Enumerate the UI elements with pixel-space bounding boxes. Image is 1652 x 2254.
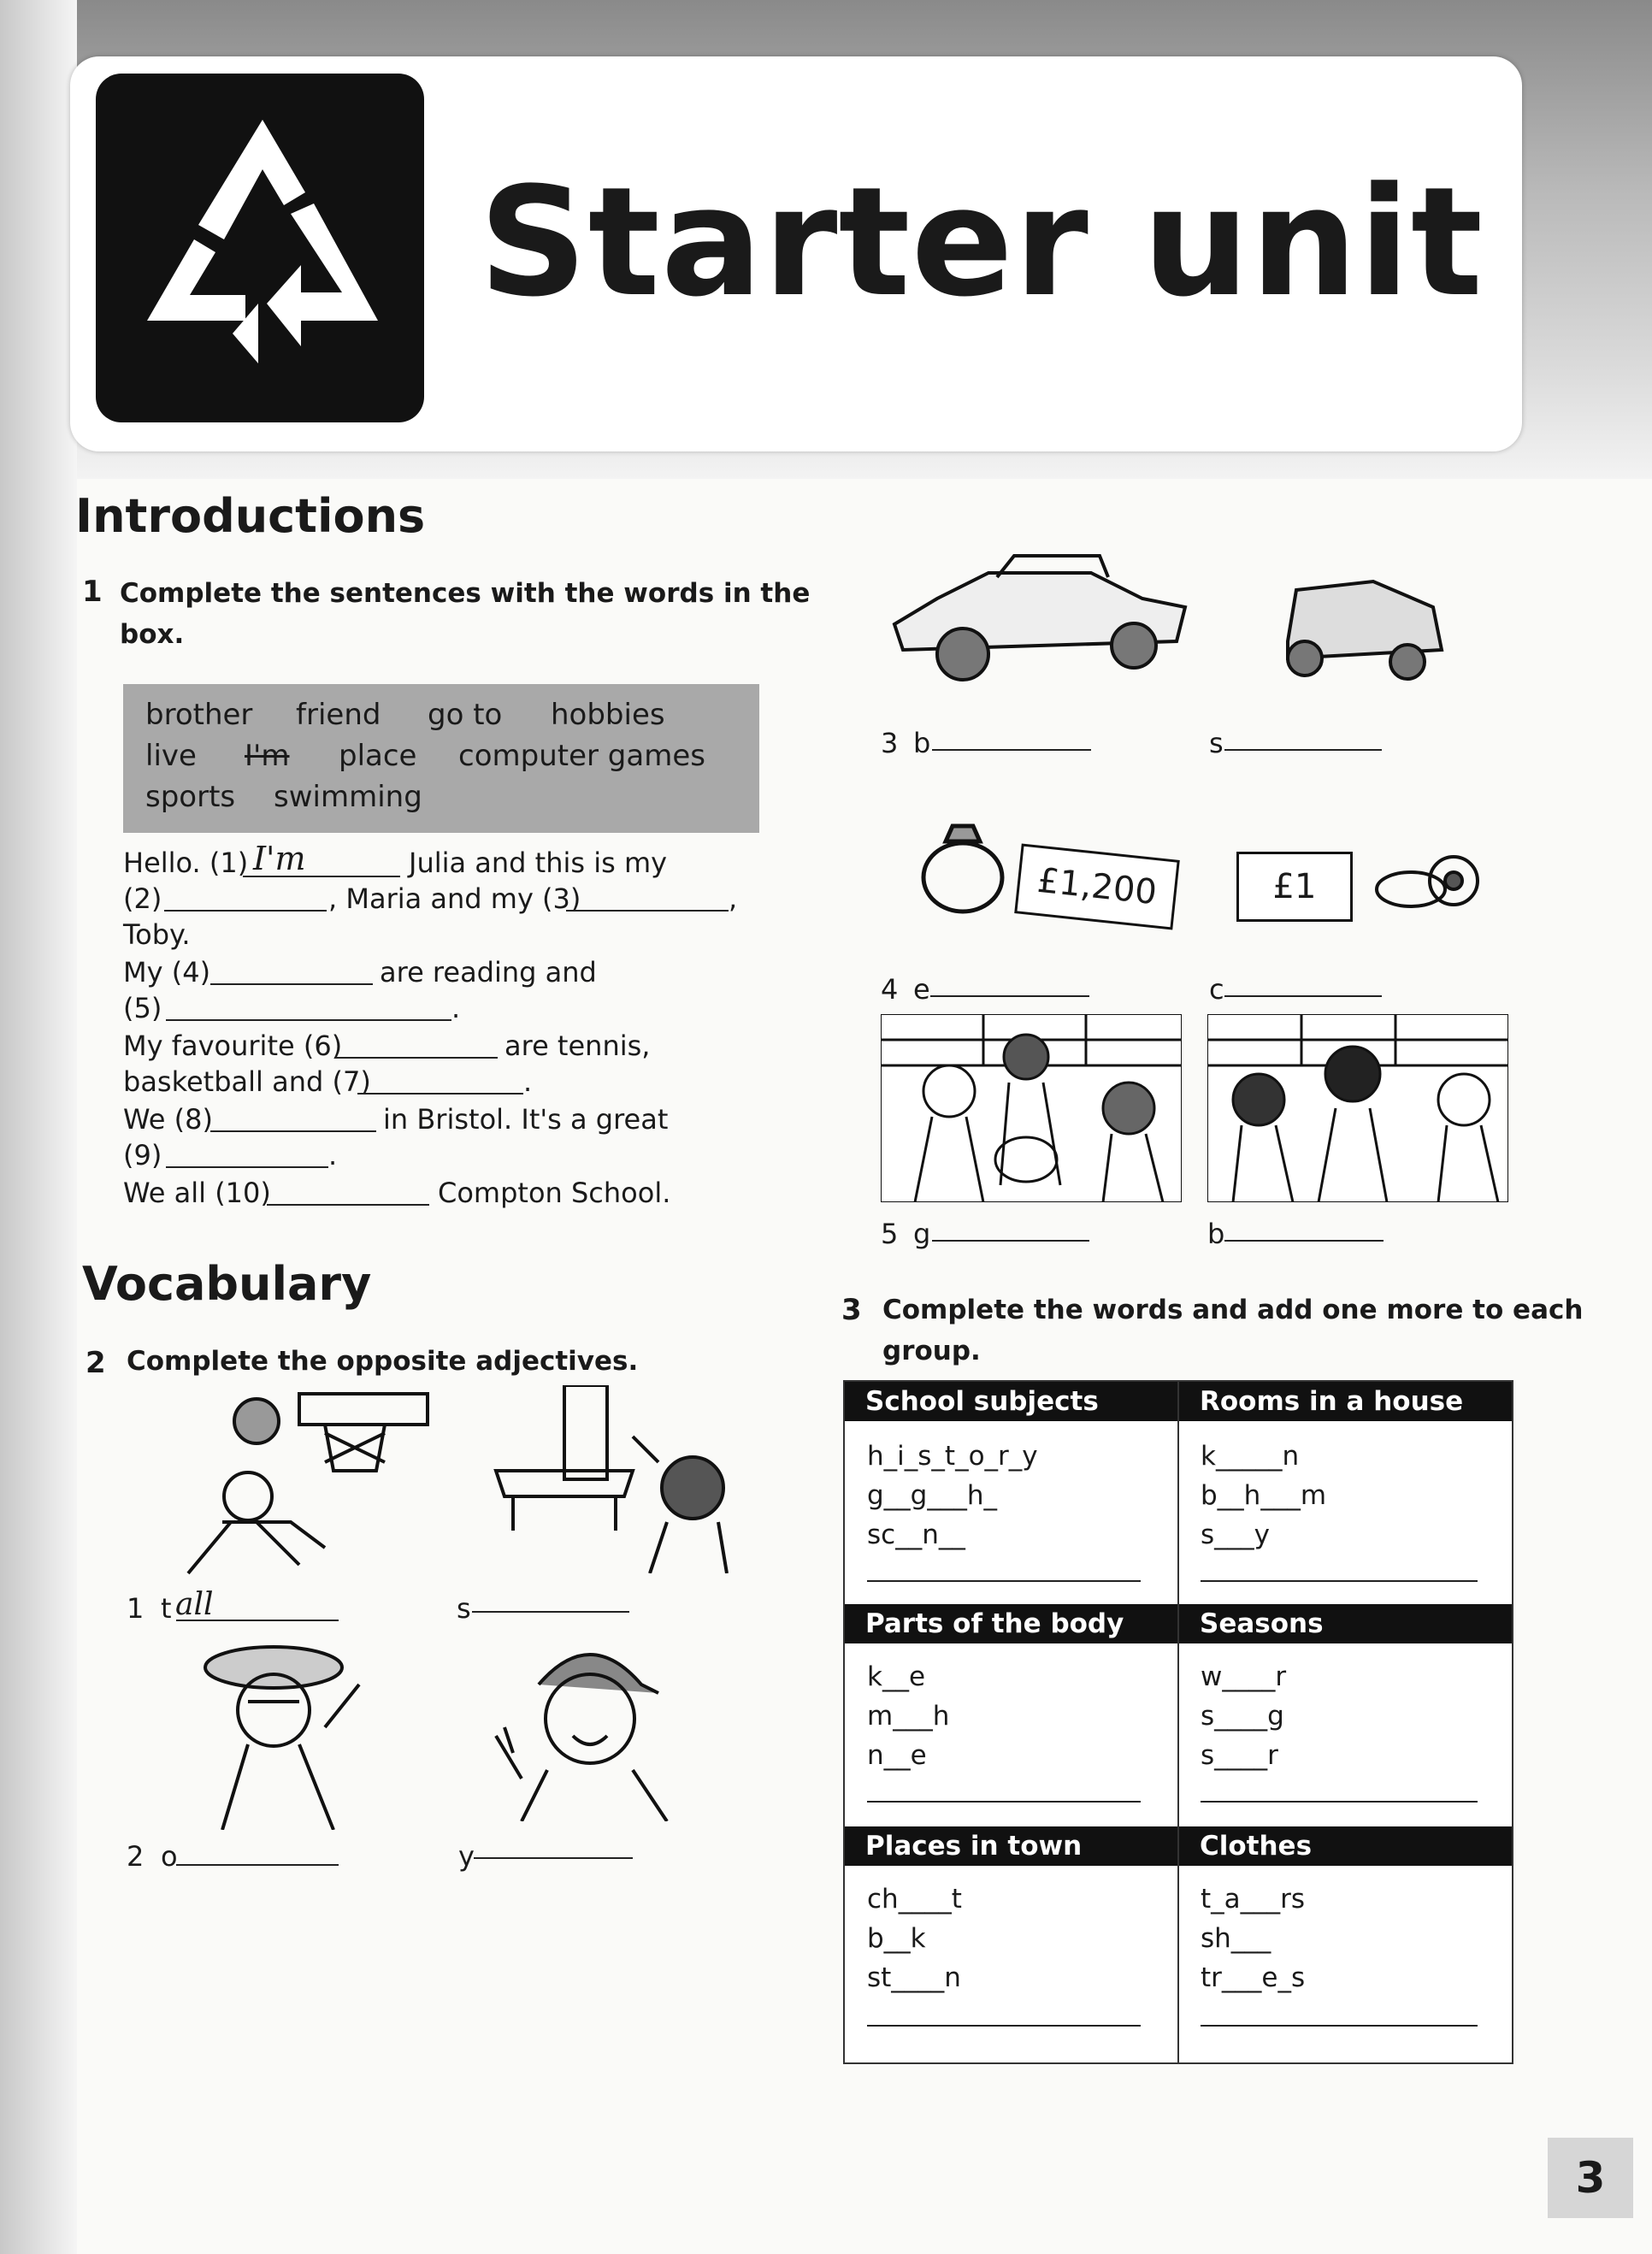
item-start-letter: t: [161, 1592, 172, 1625]
item-number: 2: [127, 1840, 145, 1873]
box-word: computer games: [458, 739, 705, 773]
text-line: We (8): [123, 1103, 213, 1136]
answer-line[interactable]: [867, 1801, 1141, 1803]
page-number: 3: [1548, 2138, 1633, 2218]
word-clue: s____r: [1201, 1740, 1278, 1771]
answer-line[interactable]: [210, 983, 373, 985]
text-line: ,: [729, 882, 738, 915]
answer-line[interactable]: [210, 1130, 376, 1132]
word-clue: n__e: [867, 1740, 927, 1771]
word-clue: ch____t: [867, 1884, 962, 1915]
answer-line[interactable]: [474, 1857, 633, 1859]
section-heading-introductions: Introductions: [75, 489, 426, 543]
plastic-ring-illustration: [1368, 838, 1488, 923]
ring-illustration: [912, 800, 1014, 920]
item-number: 3: [881, 727, 899, 759]
answer-line[interactable]: [1224, 995, 1382, 997]
text-line: (5): [123, 992, 162, 1024]
word-clue: w____r: [1201, 1661, 1287, 1692]
item-number: 1: [127, 1592, 145, 1625]
box-word: brother: [145, 698, 253, 732]
item-start-letter: s: [457, 1592, 471, 1625]
item-start-letter: y: [458, 1840, 475, 1873]
exercise-instruction: group.: [882, 1336, 981, 1366]
answer-line[interactable]: [267, 1204, 429, 1206]
box-word-crossed: I'm: [245, 739, 290, 773]
answer-line[interactable]: [166, 1166, 328, 1168]
item-start-letter: b: [1207, 1218, 1225, 1250]
word-clue: s____g: [1201, 1701, 1284, 1732]
table-header: Seasons: [1179, 1604, 1512, 1643]
text-line: My favourite (6): [123, 1030, 343, 1062]
word-clue: k_____n: [1201, 1441, 1300, 1472]
table-header: Places in town: [845, 1826, 1177, 1866]
young-girl-illustration: [487, 1633, 693, 1821]
word-clue: g__g___h_: [867, 1480, 998, 1511]
answer-line[interactable]: [932, 1240, 1089, 1242]
box-word: go to: [428, 698, 503, 732]
table-header: Parts of the body: [845, 1604, 1177, 1643]
text-line: basketball and (7): [123, 1065, 371, 1098]
answer-line[interactable]: [566, 910, 729, 912]
bad-singer-crowd-illustration: [1207, 1014, 1508, 1202]
basketball-player-illustration: [154, 1385, 436, 1582]
box-word: hobbies: [551, 698, 665, 732]
short-boy-illustration: [479, 1385, 735, 1573]
text-line: We all (10): [123, 1177, 271, 1209]
exercise-number: 1: [82, 575, 103, 609]
text-line: are reading and: [380, 956, 597, 988]
answer-line[interactable]: [243, 876, 400, 877]
item-start-letter: e: [913, 973, 930, 1006]
exercise-instruction: Complete the opposite adjectives.: [127, 1346, 639, 1377]
answer-line[interactable]: [176, 1864, 339, 1866]
answer-line[interactable]: [867, 2025, 1141, 2027]
page-shadow-left: [0, 0, 77, 2254]
box-word: swimming: [274, 780, 422, 814]
exercise-instruction: box.: [120, 619, 185, 650]
text-line: .: [523, 1065, 533, 1098]
table-header: Rooms in a house: [1179, 1382, 1512, 1421]
text-line: My (4): [123, 956, 211, 988]
exercise-number: 3: [841, 1293, 862, 1327]
exercise-number: 2: [86, 1346, 106, 1380]
text-line: , Maria and my (3): [328, 882, 581, 915]
recycle-logo: [96, 74, 424, 422]
answer-line[interactable]: [1224, 749, 1382, 751]
box-word: live: [145, 739, 197, 773]
text-line: Compton School.: [438, 1177, 671, 1209]
word-clue: m___h: [867, 1701, 950, 1732]
recycle-icon: [130, 103, 395, 393]
answer-line[interactable]: [930, 995, 1089, 997]
text-line: are tennis,: [504, 1030, 651, 1062]
answer-line[interactable]: [176, 1620, 339, 1621]
word-clue: b__k: [867, 1923, 926, 1954]
table-header: Clothes: [1179, 1826, 1512, 1866]
section-heading-vocabulary: Vocabulary: [82, 1257, 372, 1311]
answer-line[interactable]: [164, 910, 327, 912]
text-line: (9): [123, 1139, 162, 1171]
word-clue: tr___e_s: [1201, 1962, 1306, 1993]
answer-line[interactable]: [1201, 1801, 1478, 1803]
word-clue: h_i_s_t_o_r_y: [867, 1441, 1038, 1472]
answer-line[interactable]: [335, 1057, 498, 1059]
price-tag: £1,200: [1014, 844, 1180, 930]
item-start-letter: o: [161, 1840, 178, 1873]
item-start-letter: s: [1209, 727, 1224, 759]
item-start-letter: c: [1209, 973, 1224, 1006]
word-box: [123, 684, 759, 833]
text-line: (2): [123, 882, 162, 915]
word-clue: sh___: [1201, 1923, 1271, 1954]
item-start-letter: g: [913, 1218, 931, 1250]
answer-line[interactable]: [166, 1019, 451, 1021]
text-line: in Bristol. It's a great: [383, 1103, 669, 1136]
answer-line[interactable]: [472, 1611, 629, 1613]
answer-line[interactable]: [1224, 1240, 1384, 1242]
text-line: Toby.: [123, 918, 191, 951]
answer-line[interactable]: [867, 1580, 1141, 1582]
handwritten-answer: all: [175, 1587, 214, 1622]
price-tag: £1: [1236, 852, 1353, 922]
big-car-illustration: [886, 547, 1194, 693]
box-word: friend: [296, 698, 381, 732]
word-groups-table: [843, 1380, 1513, 2064]
word-clue: s___y: [1201, 1519, 1270, 1550]
exercise-instruction: Complete the words and add one more to each: [882, 1295, 1584, 1325]
word-clue: k__e: [867, 1661, 926, 1692]
word-clue: st____n: [867, 1962, 961, 1993]
table-divider: [1177, 1382, 1179, 2062]
old-woman-illustration: [197, 1633, 376, 1830]
box-word: place: [339, 739, 417, 773]
answer-line[interactable]: [357, 1093, 523, 1095]
small-car-illustration: [1271, 573, 1450, 684]
box-word: sports: [145, 780, 236, 814]
item-start-letter: b: [913, 727, 931, 759]
text-line: Julia and this is my: [409, 847, 668, 879]
answer-line[interactable]: [1201, 1580, 1478, 1582]
word-clue: t_a___rs: [1201, 1884, 1306, 1915]
exercise-instruction: Complete the sentences with the words in the: [120, 578, 811, 609]
word-clue: sc__n__: [867, 1519, 965, 1550]
table-header: School subjects: [845, 1382, 1177, 1421]
text-line: .: [328, 1139, 338, 1171]
item-number: 4: [881, 973, 899, 1006]
word-clue: b__h___m: [1201, 1480, 1327, 1511]
text-line: .: [451, 992, 461, 1024]
item-number: 5: [881, 1218, 899, 1250]
answer-line[interactable]: [932, 749, 1091, 751]
page-title: Starter unit: [479, 155, 1484, 330]
handwritten-answer: I'm: [253, 840, 306, 877]
answer-line[interactable]: [1201, 2025, 1478, 2027]
text-line: Hello. (1): [123, 847, 249, 879]
guitar-player-crowd-illustration: [881, 1014, 1182, 1202]
